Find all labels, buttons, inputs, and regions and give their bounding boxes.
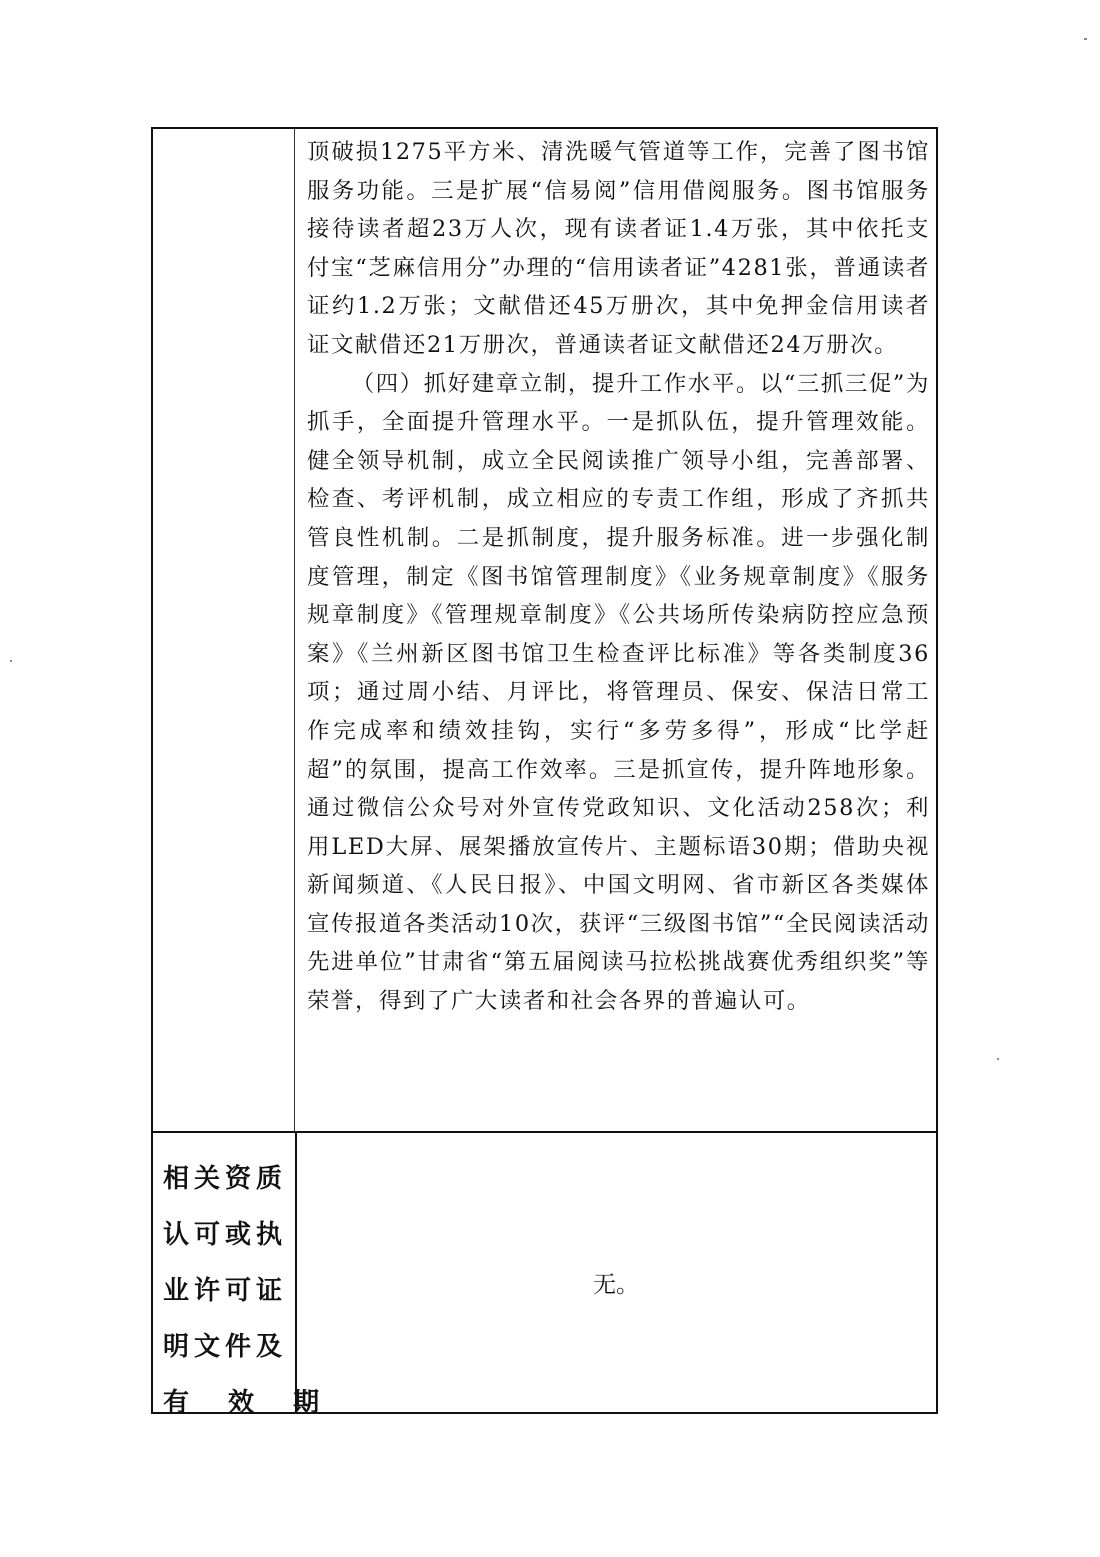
- document-table: [151, 127, 938, 1418]
- paragraph-section-four: （四）抓好建章立制，提升工作水平。以“三抓三促”为抓手，全面提升管理水平。一是抓队伍，提升管理效能。健全领导机制，成立全民阅读推广领导小组，完善部署、检查、考评机制，成立相应的专责工作组，形成了齐抓共管良性机制。二是抓制度，提升服务标准。进一步强化制度管理，制定《图书馆管理制度》《业务规章制度》《服务规章制度》《管理规章制度》《公共场所传染病防控应急预案》《兰州新区图书馆卫生检查评比标准》等各类制度36项；通过周小结、月评比，将管理员、保安、保洁日常工作完成率和绩效挂钩，实行“多劳多得”，形成“比学赶超”的氛围，提高工作效率。三是抓宣传，提升阵地形象。通过微信公众号对外宣传党政知识、文化活动258次；利用LED大屏、展架播放宣传片、主题标语30期；借助央视新闻频道、《人民日报》、中国文明网、省市新区各类媒体宣传报道各类活动10次，获评“三级图书馆”“全民阅读活动先进单位”甘肃省“第五届阅读马拉松挑战赛优秀组织奖”等荣誉，得到了广大读者和社会各界的普遍认可。: [307, 370, 930, 1015]
- label-line: 认可或执: [163, 1220, 288, 1250]
- scan-speck: [997, 1058, 999, 1060]
- paragraph-continuation: 顶破损1275平方米、清洗暖气管道等工作，完善了图书馆服务功能。三是扩展“信易阅”信用借阅服务。图书馆服务接待读者超23万人次，现有读者证1.4万张，其中依托支付宝“芝麻信用分”办理的“信用读者证”4281张，普通读者证约1.2万张；文献借还45万册次，其中免押金信用读者证文献借还21万册次，普通读者证文献借还24万册次。: [307, 139, 930, 358]
- qualification-label: [163, 1151, 335, 1431]
- column-divider: [295, 1133, 297, 1414]
- label-line: 明文件及: [163, 1332, 288, 1362]
- label-line: 有 效 期: [163, 1388, 335, 1418]
- scan-speck: [10, 660, 12, 662]
- table-row-qualification: [153, 1131, 936, 1418]
- column-divider: [294, 129, 295, 1133]
- label-line: 相关资质: [163, 1164, 288, 1194]
- table-row-continued-content: [153, 129, 936, 1133]
- content-cell: [307, 133, 930, 1021]
- scan-speck: [1084, 38, 1087, 40]
- qualification-value: 无。: [593, 1272, 639, 1298]
- label-line: 业许可证: [163, 1276, 288, 1306]
